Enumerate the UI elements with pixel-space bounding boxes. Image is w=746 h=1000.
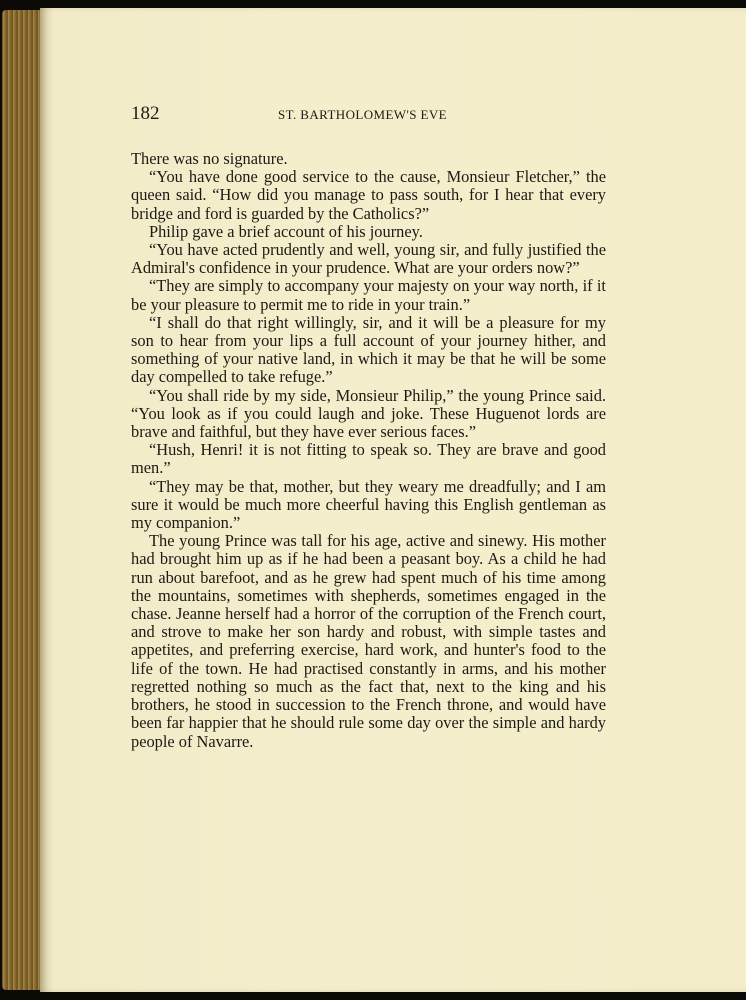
paragraph: “You have done good service to the cause, Monsieur Fletcher,” the queen said. “How did you manage to pass south, for I hear that every bridge and ford is guarded by the Catholics?” xyxy=(131,167,606,223)
paragraph: “You shall ride by my side, Monsieur Philip,” the young Prince said. “You look as if you could laugh and joke. These Huguenot lords are brave and faithful, but they have ever serious faces.” xyxy=(131,385,606,442)
paragraph: The young Prince was tall for his age, active and sinewy. His mother had brought him up as if he had been a peasant boy. As a child he had run about barefoot, and as he grew had spent much of his time among the mountains, sometimes with shepherds, sometimes engaged in the chase. Jeanne herself had a horror of the corruption of the French court, and strove to make her son hardy and robust, with simple tastes and appetites, and preferring exercise, hard work, and hunter's food to the life of the town. He had practised constantly in arms, and his mother regretted nothing so much as the fact that, next to the king and his brothers, he stood in succession to the French throne, and would have been far happier that he should rule some day over the simple and hardy people of Navarre. xyxy=(131,531,606,751)
paragraph: Philip gave a brief account of his journey. xyxy=(149,221,423,241)
paragraph: “I shall do that right willingly, sir, and it will be a pleasure for my son to hear from your lips a full account of your journey hither, and something of your native land, in which it may be that he will be some day compelled to take refuge.” xyxy=(131,312,606,387)
paragraph: There was no signature. xyxy=(131,149,288,168)
page-number: 182 xyxy=(131,103,160,124)
paragraph: “You have acted prudently and well, young sir, and fully justified the Admiral's confidence in your prudence. What are your orders now?” xyxy=(131,240,606,278)
running-head xyxy=(131,103,606,131)
running-title: ST. BARTHOLOMEW'S EVE xyxy=(278,107,447,122)
paragraph: “They are simply to accompany your majesty on your way north, if it be your pleasure to permit me to ride in your train.” xyxy=(131,276,606,314)
paragraph: “Hush, Henri! it is not fitting to speak so. They are brave and good men.” xyxy=(131,440,606,478)
paragraph: “They may be that, mother, but they weary me dreadfully; and I am sure it would be much more cheerful having this English gentleman as my companion.” xyxy=(131,476,606,533)
page-text xyxy=(131,103,606,751)
